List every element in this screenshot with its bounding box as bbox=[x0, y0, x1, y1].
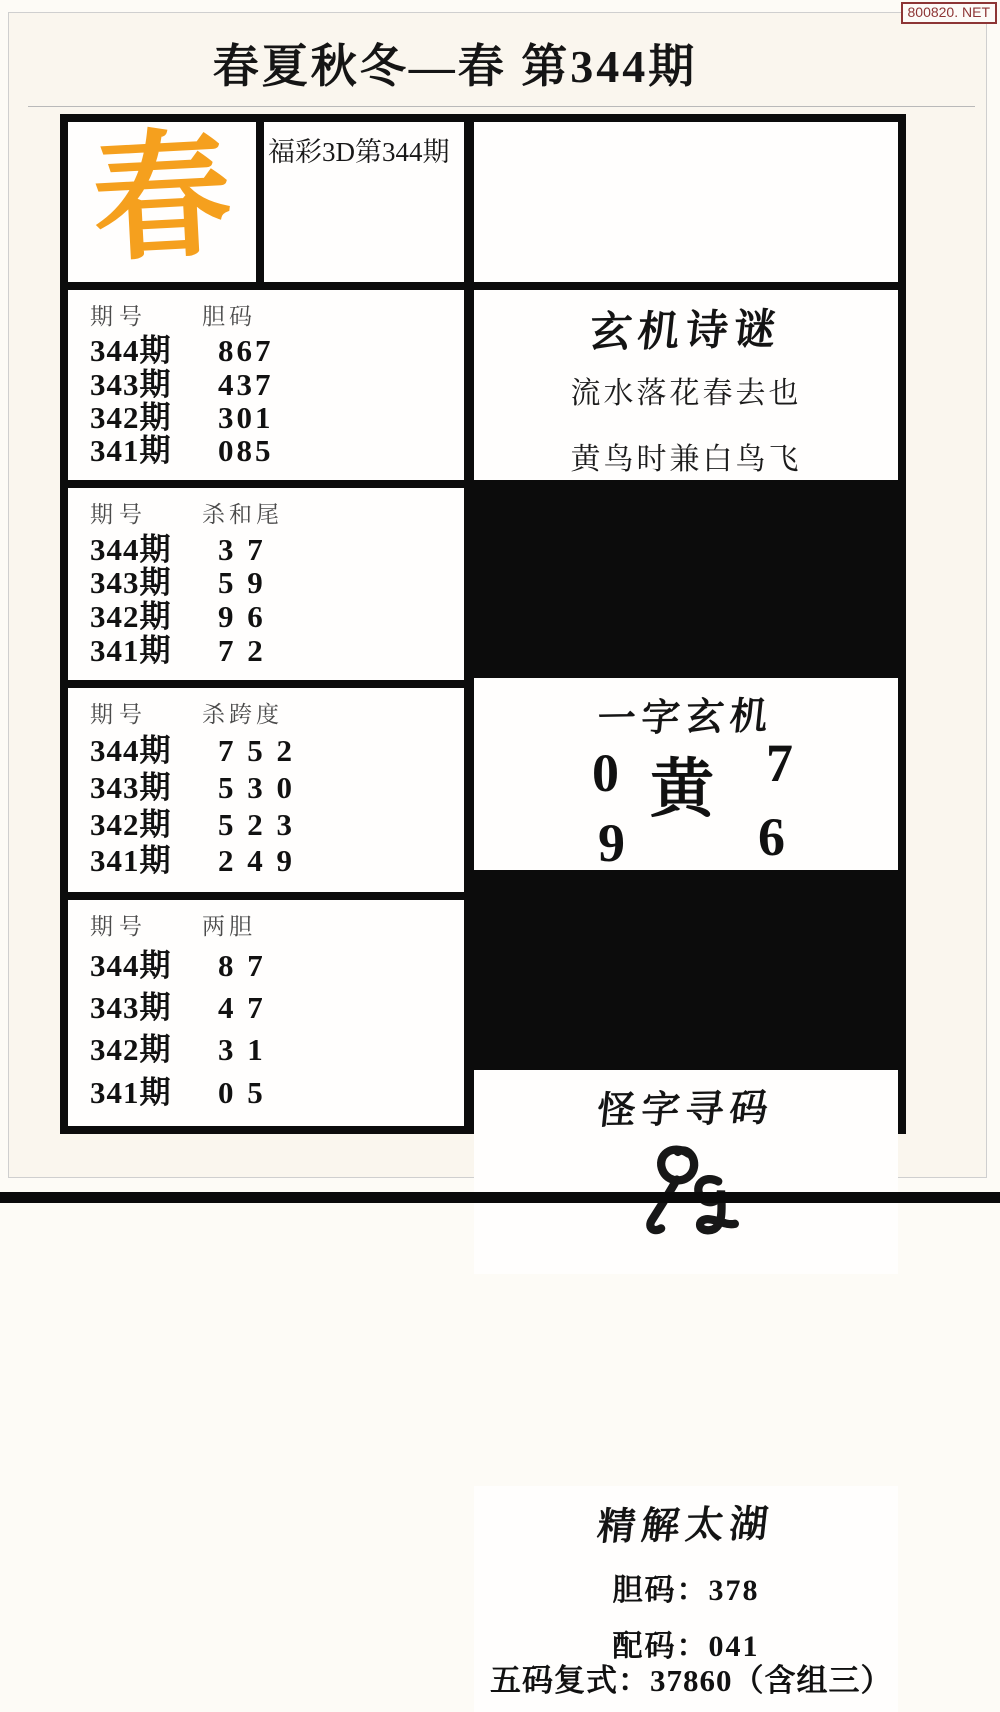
table-row bbox=[90, 531, 456, 567]
period-cell: 343期 bbox=[90, 366, 172, 402]
col-period: 期号 bbox=[90, 702, 148, 727]
table-row bbox=[90, 1034, 456, 1067]
value-cell: 867 bbox=[218, 333, 274, 369]
value-cell: 301 bbox=[218, 399, 274, 435]
taihu-pei-line: 配码：041 bbox=[612, 1630, 760, 1663]
two-dan-table bbox=[68, 900, 464, 1126]
table-row bbox=[90, 845, 456, 878]
value-cell: 5 3 0 bbox=[218, 769, 295, 805]
kill-sum-table bbox=[68, 488, 464, 680]
one-char-panel bbox=[474, 678, 898, 873]
dan-table bbox=[68, 290, 464, 480]
one-char-digit-bottom-left: 9 bbox=[598, 813, 625, 873]
period-cell: 342期 bbox=[90, 806, 172, 842]
period-cell: 341期 bbox=[90, 1074, 172, 1110]
col-type: 胆码 bbox=[202, 304, 256, 329]
strange-panel bbox=[474, 1070, 898, 1274]
col-type: 两胆 bbox=[202, 914, 256, 939]
col-type: 杀跨度 bbox=[202, 702, 283, 727]
table-row bbox=[90, 399, 456, 435]
poem-panel bbox=[474, 290, 898, 480]
value-cell: 7 5 2 bbox=[218, 733, 295, 769]
blank-panel bbox=[474, 122, 898, 282]
value-cell: 437 bbox=[218, 366, 274, 402]
table-row bbox=[90, 1074, 456, 1110]
period-cell: 343期 bbox=[90, 565, 172, 601]
kill-span-table bbox=[68, 688, 464, 892]
table-row bbox=[90, 806, 456, 842]
taihu-dan-line: 胆码：378 bbox=[612, 1574, 760, 1607]
page-title: 春夏秋冬—春 第344期 bbox=[212, 41, 698, 92]
col-period: 期号 bbox=[90, 502, 148, 527]
table-row bbox=[90, 567, 456, 600]
table-row bbox=[90, 435, 456, 468]
value-cell: 0 5 bbox=[218, 1074, 266, 1110]
table-header bbox=[90, 696, 456, 729]
period-cell: 342期 bbox=[90, 399, 172, 435]
value-cell: 3 1 bbox=[218, 1032, 266, 1068]
value-cell: 9 6 bbox=[218, 599, 266, 635]
period-cell: 341期 bbox=[90, 843, 172, 879]
col-period: 期号 bbox=[90, 304, 148, 329]
table-header bbox=[90, 908, 456, 941]
issue-cell bbox=[264, 122, 464, 282]
one-char-center: 黄 bbox=[650, 754, 714, 825]
value-cell: 4 7 bbox=[218, 990, 266, 1026]
table-row bbox=[90, 366, 456, 402]
spring-logo: 春 bbox=[88, 118, 235, 279]
value-cell: 8 7 bbox=[218, 947, 266, 983]
period-cell: 343期 bbox=[90, 769, 172, 805]
one-char-title: 一字玄机 bbox=[595, 695, 776, 741]
strange-title: 怪字寻码 bbox=[595, 1087, 776, 1133]
table-row bbox=[90, 335, 456, 368]
taihu-title: 精解太湖 bbox=[595, 1503, 776, 1549]
one-char-digit-top-left: 0 bbox=[592, 743, 619, 803]
table-row bbox=[90, 992, 456, 1025]
poem-line-2: 黄鸟时兼白鸟飞 bbox=[570, 443, 802, 476]
table-row bbox=[90, 735, 456, 768]
period-cell: 342期 bbox=[90, 1032, 172, 1068]
poem-line-1: 流水落花春去也 bbox=[570, 377, 802, 410]
table-row bbox=[90, 769, 456, 805]
one-char-digit-bottom-right: 6 bbox=[758, 807, 785, 867]
period-cell: 341期 bbox=[90, 632, 172, 668]
col-period: 期号 bbox=[90, 914, 148, 939]
period-cell: 344期 bbox=[90, 531, 172, 567]
col-type: 杀和尾 bbox=[202, 502, 283, 527]
value-cell: 7 2 bbox=[218, 632, 266, 668]
spring-logo-cell bbox=[68, 118, 256, 282]
value-cell: 2 4 9 bbox=[218, 843, 295, 879]
table-row bbox=[90, 947, 456, 983]
watermark-text: 800820. NET bbox=[907, 4, 990, 20]
five-code-line: 五码复式：37860（含组三） bbox=[490, 1663, 893, 1698]
issue-label: 福彩3D第344期 bbox=[268, 137, 450, 167]
value-cell: 3 7 bbox=[218, 531, 266, 567]
period-cell: 342期 bbox=[90, 599, 172, 635]
watermark-box bbox=[901, 2, 998, 24]
poem-title: 玄机诗谜 bbox=[586, 307, 785, 357]
period-cell: 341期 bbox=[90, 433, 172, 469]
table-row bbox=[90, 632, 456, 668]
value-cell: 5 2 3 bbox=[218, 806, 295, 842]
period-cell: 343期 bbox=[90, 990, 172, 1026]
period-cell: 344期 bbox=[90, 333, 172, 369]
one-char-digit-top-right: 7 bbox=[766, 733, 793, 793]
value-cell: 5 9 bbox=[218, 565, 266, 601]
bottom-bar bbox=[0, 1192, 1000, 1203]
value-cell: 085 bbox=[218, 433, 274, 469]
table-header bbox=[90, 496, 456, 529]
period-cell: 344期 bbox=[90, 733, 172, 769]
title-divider bbox=[28, 106, 975, 107]
table-header bbox=[90, 298, 456, 331]
main-table bbox=[60, 114, 906, 1698]
table-row bbox=[90, 601, 456, 634]
period-cell: 344期 bbox=[90, 947, 172, 983]
taihu-panel bbox=[474, 1486, 898, 1712]
